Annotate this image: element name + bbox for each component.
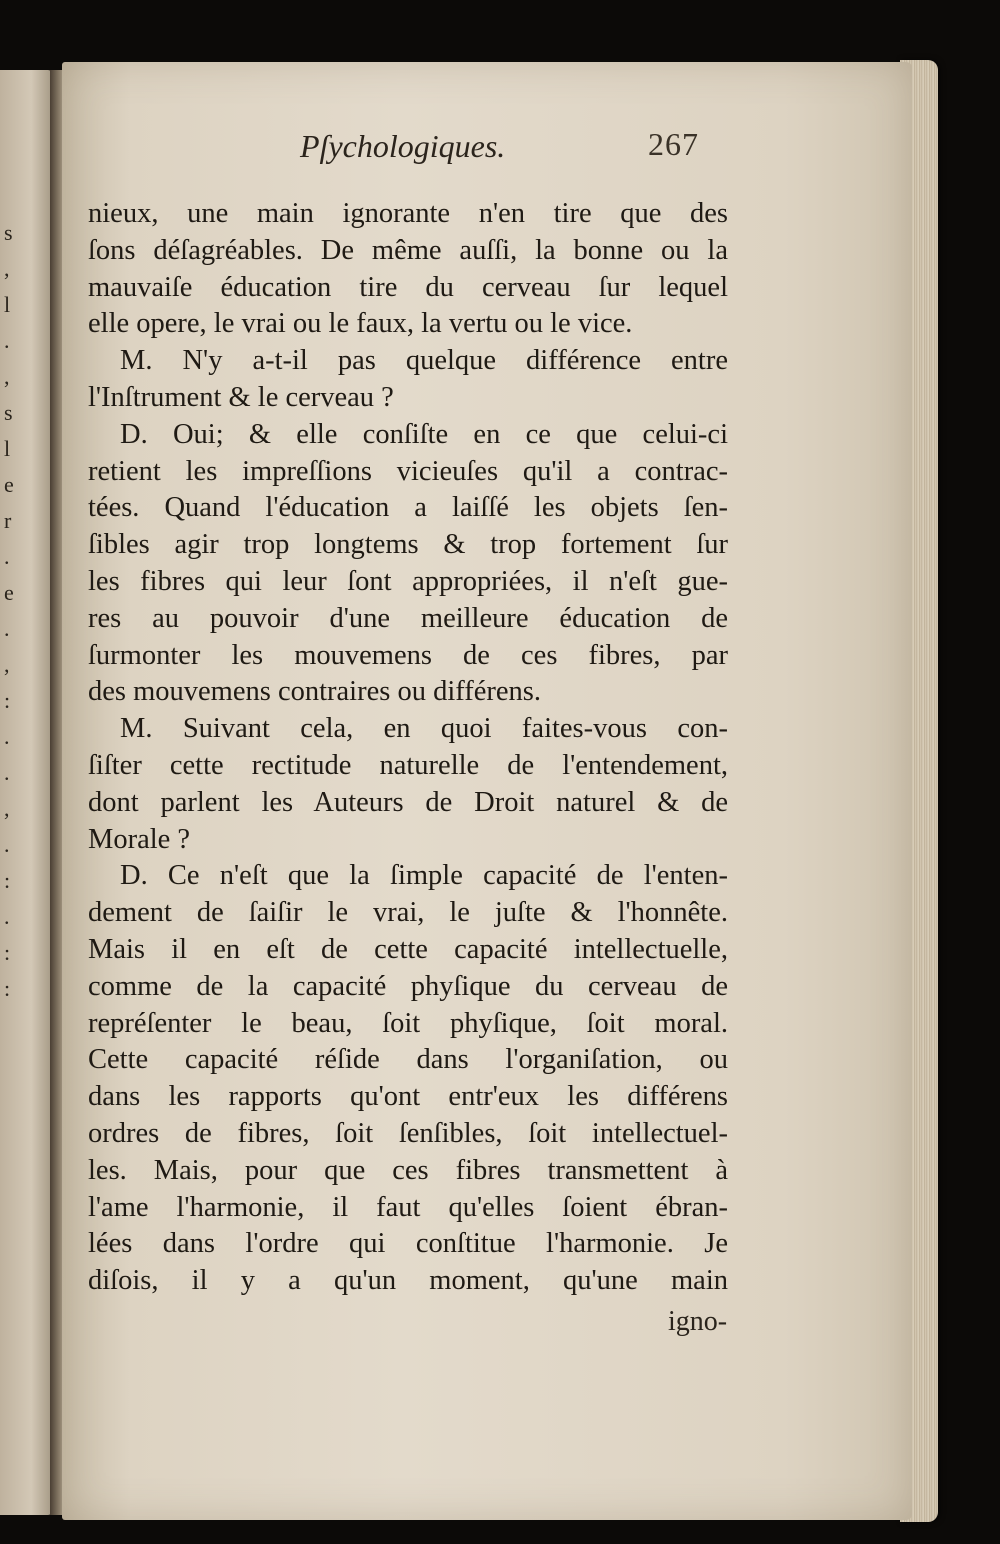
- text-line: ordres de fibres, ſoit ſenſibles, ſoit intellectuel-: [88, 1117, 728, 1149]
- text-line: tées. Quand l'éducation a laiſſé les objets ſen-: [88, 492, 728, 524]
- left-page-fragment: ,: [4, 796, 10, 821]
- text-line: Morale ?: [88, 823, 191, 855]
- text-line: elle opere, le vrai ou le faux, la vertu ou le vice.: [88, 308, 633, 340]
- text-line: ſiſter cette rectitude naturelle de l'entendement,: [88, 749, 728, 781]
- left-page-fragment: s: [4, 220, 13, 245]
- text-line: ſons déſagréables. De même auſſi, la bonne ou la: [88, 234, 728, 266]
- left-page-fragment: :: [4, 688, 11, 713]
- text-line: des mouvemens contraires ou différens.: [88, 676, 541, 708]
- left-page-fragment: ,: [4, 364, 10, 389]
- left-page-fragment: .: [4, 328, 10, 353]
- text-line: l'Inſtrument & le cerveau ?: [88, 381, 394, 413]
- text-line: dans les rapports qu'ont entr'eux les différens: [88, 1081, 728, 1113]
- left-page-fragment: s: [4, 400, 13, 425]
- text-line: l'ame l'harmonie, il faut qu'elles ſoient ébran-: [88, 1191, 728, 1223]
- text-line: les fibres qui leur ſont appropriées, il n'eſt gue-: [88, 565, 728, 597]
- left-page-fragment: e: [4, 580, 14, 605]
- left-page-fragment: :: [4, 940, 11, 965]
- text-line: M. Suivant cela, en quoi faites-vous con-: [120, 713, 728, 745]
- text-line: Cette capacité réſide dans l'organiſation, ou: [88, 1044, 728, 1076]
- text-line: diſois, il y a qu'un moment, qu'une main: [88, 1265, 728, 1297]
- left-page-fragment: r: [4, 508, 12, 533]
- body-text: [88, 196, 728, 1300]
- text-line: D. Ce n'eſt que la ſimple capacité de l'enten-: [120, 860, 728, 892]
- left-page-fragment: l: [4, 436, 11, 461]
- text-line: comme de la capacité phyſique du cerveau de: [88, 970, 728, 1002]
- text-line: les. Mais, pour que ces fibres transmettent à: [88, 1154, 728, 1186]
- page-number: 267: [648, 126, 699, 162]
- text-line: lées dans l'ordre qui conſtitue l'harmonie. Je: [88, 1228, 728, 1260]
- text-line: res au pouvoir d'une meilleure éducation de: [88, 602, 728, 634]
- left-page-fragment: l: [4, 292, 11, 317]
- text-line: ſurmonter les mouvemens de ces fibres, par: [88, 639, 728, 671]
- left-page-fragment: ,: [4, 652, 10, 677]
- running-head: Pſychologiques.: [300, 128, 506, 164]
- text-line: repréſenter le beau, ſoit phyſique, ſoit moral.: [88, 1007, 728, 1039]
- left-page-fragment: .: [4, 904, 10, 929]
- catchword: igno-: [668, 1306, 728, 1337]
- text-line: M. N'y a-t-il pas quelque différence entre: [120, 345, 728, 377]
- left-page-fragment: .: [4, 724, 10, 749]
- text-line: dont parlent les Auteurs de Droit naturel & de: [88, 786, 728, 818]
- left-page-fragment: .: [4, 616, 10, 641]
- text-line: Mais il en eſt de cette capacité intellectuelle,: [88, 933, 728, 965]
- text-line: nieux, une main ignorante n'en tire que des: [88, 198, 728, 229]
- left-page-fragment: :: [4, 976, 11, 1001]
- text-line: dement de ſaiſir le vrai, le juſte & l'honnête.: [88, 897, 728, 929]
- left-page-fragment: .: [4, 544, 10, 569]
- left-page-fragment: :: [4, 868, 11, 893]
- left-page-fragment: e: [4, 472, 14, 497]
- left-page-fragment: .: [4, 760, 10, 785]
- left-page-edge: [0, 70, 52, 1515]
- text-line: mauvaiſe éducation tire du cerveau ſur lequel: [88, 271, 728, 303]
- left-page-fragment: ,: [4, 256, 10, 281]
- text-line: ſibles agir trop longtems & trop fortement ſur: [88, 529, 728, 561]
- text-line: retient les impreſſions vicieuſes qu'il a contrac-: [88, 455, 728, 487]
- left-page-fragment: .: [4, 832, 10, 857]
- text-line: D. Oui; & elle conſiſte en ce que celui-ci: [120, 418, 728, 450]
